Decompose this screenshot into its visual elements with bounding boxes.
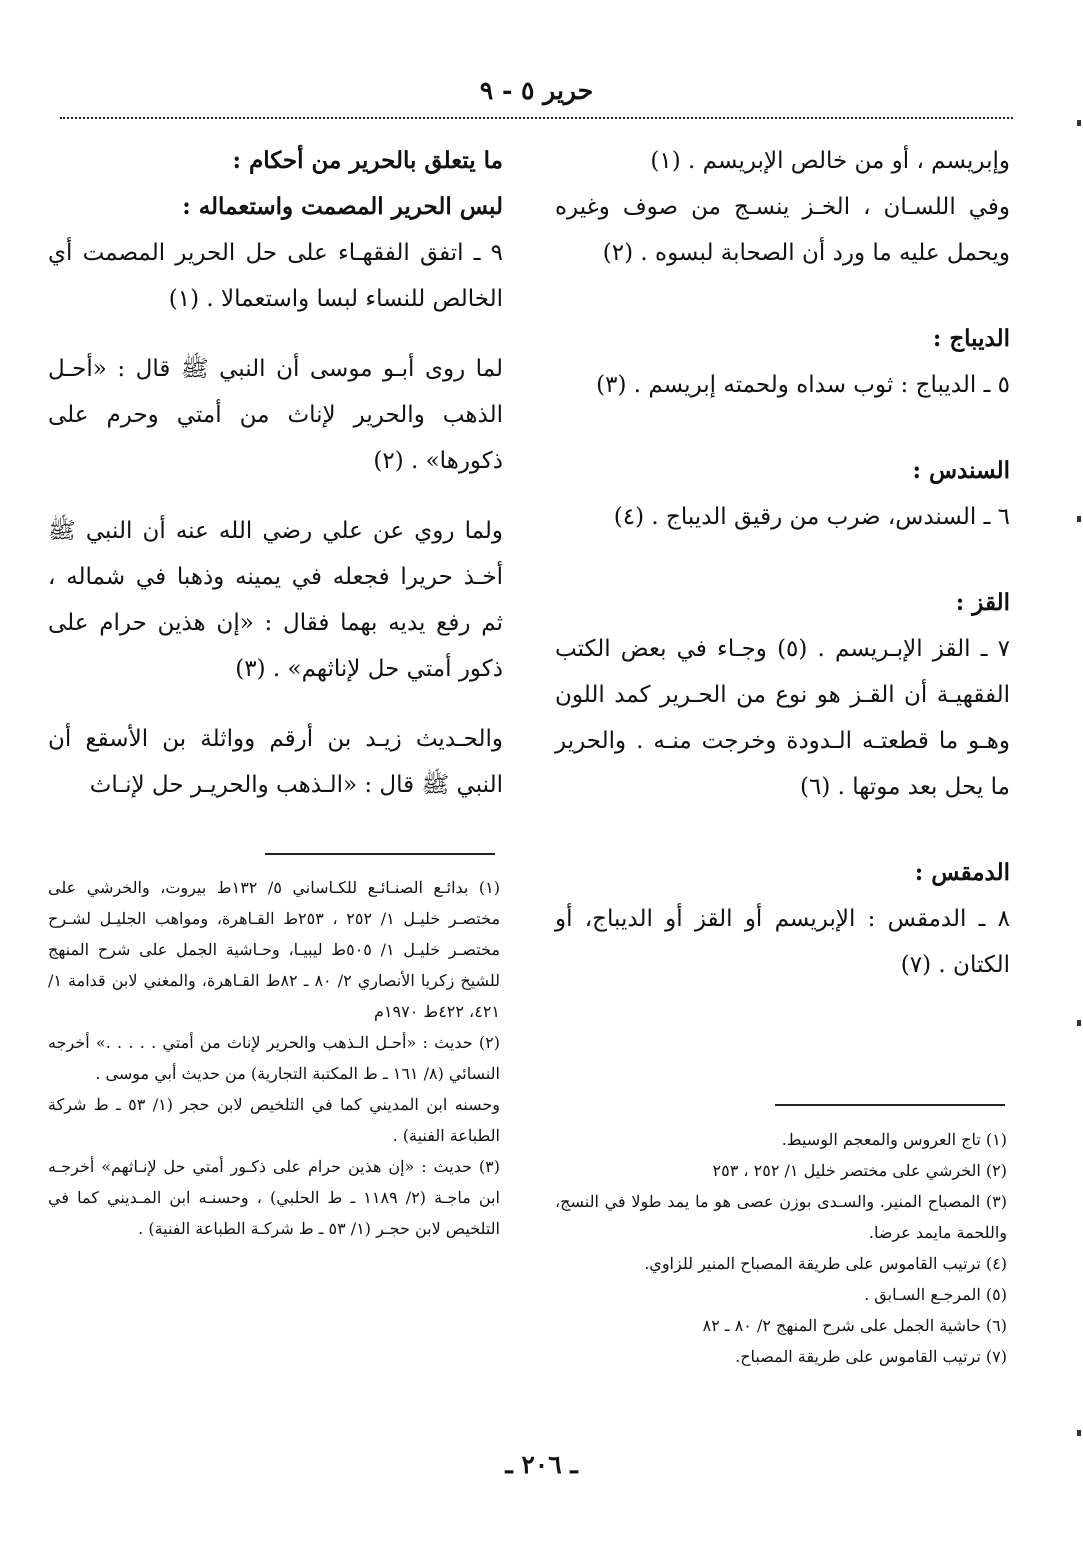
paragraph-ali: ولما روي عن علي رضي الله عنه أن النبي ﷺ أخـذ حريرا فجعله في يمينه وذهبا في شماله ، ثم رفع يديه بهما فقال : «إن هذين حرام على ذكور أمتي حل لإناثهم» . (٣) <box>48 518 503 682</box>
margin-mark <box>1077 1020 1081 1026</box>
intro-text-2: وفي اللسـان ، الخـز ينسـج من صوف وغيره ويحمل عليه ما ورد أن الصحابة لبسوه . (٢) <box>555 194 1010 266</box>
paragraph-zaid: والحـديث زيـد بن أرقم وواثلة بن الأسقع أن النبي ﷺ قال : «الـذهب والحريـر حل لإنـاث <box>48 726 503 798</box>
footnote: (٣) المصباح المنير. والسـدى بوزن عصى هو ما يمد طولا في النسج، واللحمة مايمد عرضا. <box>555 1192 1007 1242</box>
heading-qazz: القز : <box>955 589 1010 616</box>
margin-mark <box>1077 1430 1081 1436</box>
footnote: (٦) حاشية الجمل على شرح المنهج ٢/ ٨٠ ـ ٨٢ <box>702 1316 1007 1335</box>
paragraph-6: ٦ ـ السندس، ضرب من رقيق الديباج . (٤) <box>613 504 1010 530</box>
footnote: (٢) حديث : «أحـل الـذهب والحرير لإناث من أمتي . . . . .» أخرجه النسائي (٨/ ١٦١ ـ ط المكتبة التجارية) من حديث أبي موسى . <box>48 1033 500 1083</box>
footnote: (٣) حديث : «إن هذين حرام على ذكـور أمتي حل لإنـاثهم» أخرجـه ابن ماجـة (٢/ ١١٨٩ ـ ط الحلبي) ، وحسنـه ابن المـديني كما في التلخيص لابن حجـر (١/ ٥٣ ـ ط شركـة الطباعة الفنية) . <box>48 1157 500 1238</box>
header-dotted-rule <box>60 117 1013 119</box>
left-column <box>48 138 503 808</box>
margin-mark <box>1077 516 1081 522</box>
subsection-heading: لبس الحرير المصمت واستعماله : <box>182 193 503 220</box>
paragraph-abu-musa: لما روى أبـو موسى أن النبي ﷺ قال : «أحـل الذهب والحرير لإناث من أمتي وحرم على ذكورها» . (٢) <box>48 356 503 474</box>
section-heading: ما يتعلق بالحرير من أحكام : <box>232 147 503 174</box>
footnote: (١) بدائـع الصنـائـع للكـاساني ٥/ ١٣٢ط بيروت، والخرشي على مختصـر خليـل ١/ ٢٥٢ ، ٢٥٣ط القـاهرة، ومواهب الجليـل لشـرح مختصـر خليـل ١/ ٥٠٥ط ليبيـا، وحـاشية الجمل على شرح المنهج للشيخ زكريا الأنصاري ٢/ ٨٠ ـ ٨٢ط القـاهرة، والمغني لابن قدامة ١/ ٤٢١، ٤٢٢ط ١٩٧٠م <box>48 878 501 1021</box>
footnote: (١) تاج العروس والمعجم الوسيط. <box>781 1130 1007 1149</box>
paragraph-8: ٨ ـ الدمقس : الإبريسم أو القز أو الديباج، أو الكتان . (٧) <box>555 906 1010 978</box>
footnotes-left <box>48 872 500 1244</box>
intro-text: وإبريسم ، أو من خالص الإبريسم . (١) <box>650 148 1010 174</box>
right-column <box>555 138 1010 988</box>
footnote: (٥) المرجـع السـابق . <box>864 1285 1007 1304</box>
page-number: ـ ٢٠٦ ـ <box>505 1450 578 1479</box>
paragraph-7: ٧ ـ القز الإبـريسم . (٥) وجـاء في بعض الكتب الفقهيـة أن القـز هو نوع من الحـرير كمد اللون وهـو ما قطعتـه الـدودة وخرجت منـه . والحرير ما يحل بعد موتها . (٦) <box>555 636 1010 800</box>
paragraph-5: ٥ ـ الديباج : ثوب سداه ولحمته إبريسم . (٣) <box>596 372 1010 398</box>
footnote-rule-left <box>265 853 495 855</box>
heading-dibaj: الديباج : <box>932 325 1010 352</box>
heading-sundus: السندس : <box>912 457 1010 484</box>
heading-dimaqs: الدمقس : <box>914 859 1010 886</box>
running-header: حرير ٥ - ٩ <box>479 76 594 105</box>
footnote: (٧) ترتيب القاموس على طريقة المصباح. <box>735 1347 1007 1366</box>
footnote: (٤) ترتيب القاموس على طريقة المصباح المنير للزاوي. <box>644 1254 1007 1273</box>
paragraph-9: ٩ ـ اتفق الفقهـاء على حل الحرير المصمت أي الخالص للنساء لبسا واستعمالا . (١) <box>48 240 503 312</box>
footnote: وحسنه ابن المديني كما في التلخيص لابن حجر (١/ ٥٣ ـ ط شركة الطباعة الفنية) . <box>48 1095 500 1145</box>
footnotes-right <box>555 1124 1007 1372</box>
footnote: (٢) الخرشي على مختصر خليل ١/ ٢٥٢ ، ٢٥٣ <box>712 1161 1007 1180</box>
margin-mark <box>1077 120 1081 126</box>
footnote-rule-right <box>775 1104 1005 1106</box>
